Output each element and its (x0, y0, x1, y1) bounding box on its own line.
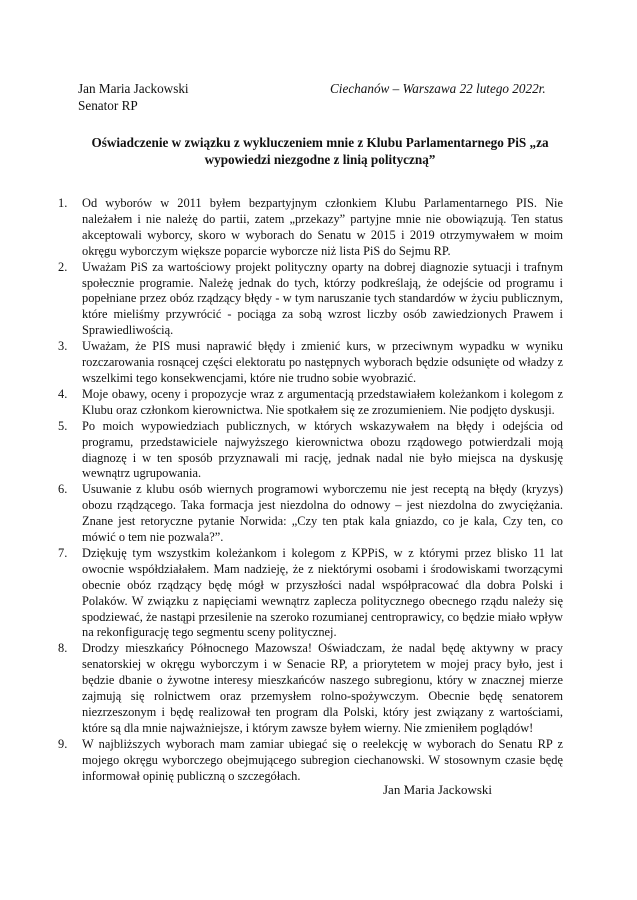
point-item (58, 419, 563, 483)
point-text: Moje obawy, oceny i propozycje wraz z argumentacją przedstawiałem koleżankom i kolegom z Klubu oraz członkom kierownictwa. Nie spotkałem się ze zrozumieniem. Nie podjęto dyskusji. (82, 386, 563, 417)
point-item (58, 641, 563, 736)
point-number: 8. (58, 641, 68, 656)
point-number: 1. (58, 196, 68, 210)
point-item (58, 737, 563, 785)
point-number: 4. (58, 386, 68, 401)
point-item (58, 196, 563, 260)
point-number: 5. (58, 418, 68, 433)
document-title: Oświadczenie w związku z wykluczeniem mnie z Klubu Parlamentarnego PiS „za wypowiedzi niezgodne z linią polityczną” (91, 135, 549, 167)
point-item (58, 482, 563, 546)
point-text: W najbliższych wyborach mam zamiar ubiegać się o reelekcję w wyborach do Senatu RP z mojego okręgu wyborczego obejmującego subregion ciechanowski. W stosownym czasie będę informował opinię publiczną o szczegółach. (82, 736, 563, 783)
place-date: Ciechanów – Warszawa 22 lutego 2022r. (330, 81, 546, 96)
point-text: Uważam, że PIS musi naprawić błędy i zmienić kurs, w przeciwnym wypadku w wyniku rozczarowania rosnącej części elektoratu po następnych wyborach będzie odsunięte od władzy z wszelkimi tego konsekwencjami, które nie trudno sobie wyobrazić. (82, 339, 563, 385)
signature: Jan Maria Jackowski (383, 782, 493, 797)
point-item (58, 387, 563, 419)
point-text: Po moich wypowiedziach publicznych, w których wskazywałem na błędy i odejścia od programu, przedstawiciele najwyższego kierownictwa obozu rządowego potwierdzali moją diagnozę i w ten sposób przyznawali mi rację, jednak nadal nie było miejsca na dyskusję wewnątrz ugrupowania. (82, 418, 563, 481)
point-text: Uważam PiS za wartościowy projekt polityczny oparty na dobrej diagnozie sytuacji i trafnym społecznie programie. Należę jednak do tych, którzy podkreślają, że odejście od programu i popełniane przez obóz rządzący błędy - w tym naruszanie tych standardów w życiu publicznym, które mieliśmy przywrócić - pociąga za sobą wzrost liczby osób zawiedzionych Prawem i Sprawiedliwością. (82, 259, 563, 338)
sender-block (78, 80, 189, 114)
point-number: 7. (58, 545, 68, 560)
author-name: Jan Maria Jackowski (78, 81, 189, 96)
point-item (58, 260, 563, 340)
point-text: Od wyborów w 2011 byłem bezpartyjnym członkiem Klubu Parlamentarnego PIS. Nie należałem i nie należę do partii, zatem „przekazy” partyjne mnie nie obowiązują. Ten status akceptowali wyborcy, skoro w wyborach do Senatu w 2015 i 2019 otrzymywałem w moim okręgu wyborczym większe poparcie wyborcze niż lista PiS do Sejmu RP. (82, 196, 563, 258)
point-number: 3. (58, 339, 68, 354)
statement-points (58, 196, 563, 785)
point-text: Usuwanie z klubu osób wiernych programowi wyborczemu nie jest receptą na błędy (kryzys) obozu rządzącego. Taka formacja jest niezdolna do odnowy – jest niezdolna do zwyciężania. Znane jest retoryczne pytanie Norwida: „Czy ten ptak kala gniazdo, co je kala, Czy ten, co mówić o tem nie pozwala?”. (82, 482, 563, 545)
point-number: 9. (58, 736, 68, 751)
point-number: 2. (58, 259, 68, 274)
point-number: 6. (58, 482, 68, 497)
point-text: Dziękuję tym wszystkim koleżankom i kolegom z KPPiS, w z którymi przez blisko 11 lat owocnie współdziałałem. Mam nadzieję, że z niektórymi osobami i środowiskami tworzącymi obecnie obóz rządzący będę mógł w przyszłości nadal współpracować dla dobra Polski i Polaków. W związku z napięciami wewnątrz zaplecza politycznego obecnego rządu należy się spodziewać, że nastąpi przesilenie na szeroko rozumianej centroprawicy, co będzie miało wpływ na rekonfigurację tego segmentu sceny politycznej. (82, 545, 563, 640)
author-role: Senator RP (78, 98, 138, 113)
point-text: Drodzy mieszkańcy Północnego Mazowsza! Oświadczam, że nadal będę aktywny w pracy senatorskiej w okręgu wyborczym i w Senacie RP, a priorytetem w mojej pracy było, jest i będzie dbanie o żywotne interesy mieszkańców naszego subregionu, który w znacznej mierze zajmują się rolnictwem oraz przemysłem rolno-spożywczym. Obecnie będę senatorem niezrzeszonym i będę realizował ten program dla Polski, który jest związany z wartościami, które są dla mnie najważniejsze, i którym zawsze byłem wierny. Nie zmieniłem poglądów! (82, 641, 563, 735)
point-item (58, 546, 563, 641)
point-item (58, 339, 563, 387)
